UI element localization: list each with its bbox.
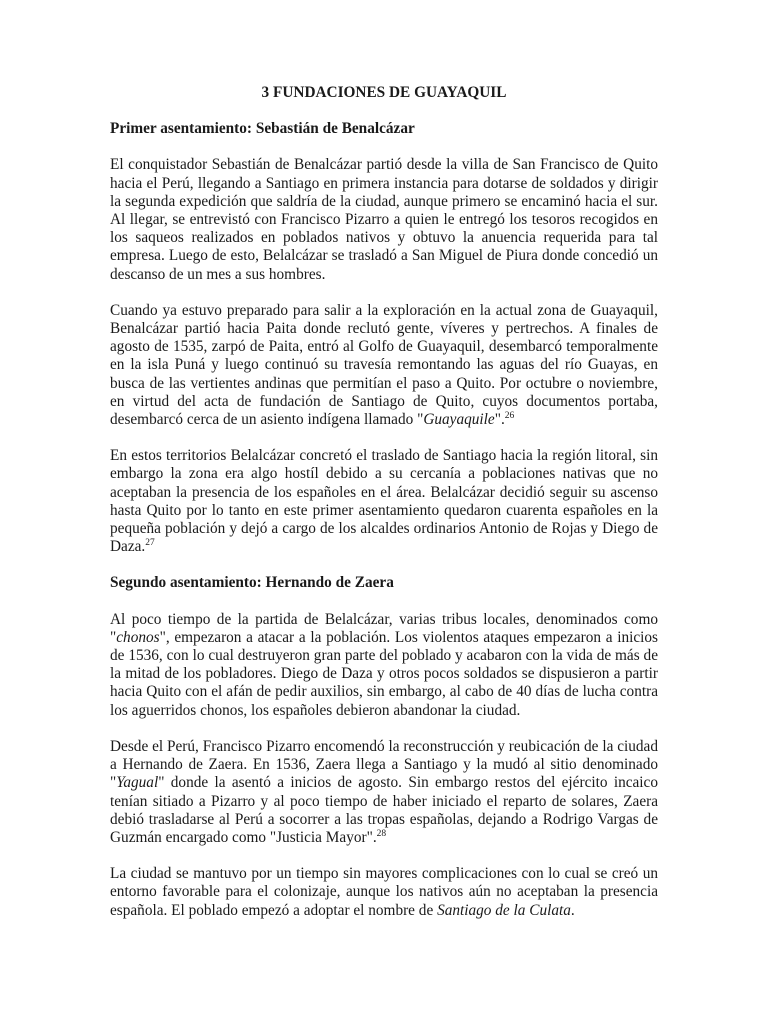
document-page	[110, 84, 658, 938]
paragraph-text-end: .	[570, 901, 575, 919]
italic-term-santiago-de-la-culata: Santiago de la Culata	[437, 901, 571, 919]
paragraph-text: En estos territorios Belalcázar concretó el traslado de Santiago hacia la región litoral, sin embargo la zona era algo hostíl debido a su cercanía a poblaciones nativas que no aceptaban la presencia de los españoles en el área. Belalcázar decidió seguir su ascenso hasta Quito por lo tanto en este primer asentamiento quedaron cuarenta españoles en la pequeña población y dejó a cargo de los alcaldes ordinarios Antonio de Rojas y Diego de Daza.	[110, 447, 658, 556]
section-heading-primer-asentamiento: Primer asentamiento: Sebastián de Benalcázar	[110, 120, 415, 138]
paragraph-text: Cuando ya estuvo preparado para salir a la exploración en la actual zona de Guayaquil, Benalcázar partió hacia Paita donde reclutó gente, víveres y pertrechos. A finales de agosto de 1535, zarpó de Paita, entró al Golfo de Guayaquil, desembarcó temporalmente en la isla Puná y luego continuó su travesía remontando las aguas del río Guayas, en busca de las vertientes andinas que permitían el paso a Quito. Por octubre o noviembre, en virtud del acta de fundación de Santiago de Quito, cuyos documentos portaba, desembarcó cerca de un asiento indígena llamado "	[110, 301, 658, 429]
paragraph-text-end: ", empezaron a atacar a la población. Los violentos ataques empezaron a inicios de 1536, con lo cual destruyeron gran parte del poblado y acabaron con la vida de más de la mitad de los pobladores. Diego de Daza y otros pocos soldados se dispusieron a partir hacia Quito con el afán de pedir auxilios, sin embargo, al cabo de 40 días de lucha contra los aguerridos chonos, los españoles debieron abandonar la ciudad.	[110, 628, 658, 719]
paragraph-traslado-santiago	[110, 447, 658, 556]
italic-term-guayaquile: Guayaquile	[423, 411, 495, 429]
italic-term-chonos: chonos	[116, 628, 160, 646]
paragraph-reconstruccion-zaera	[110, 738, 658, 847]
paragraph-text: La ciudad se mantuvo por un tiempo sin mayores complicaciones con lo cual se creó un entorno favorable para el colonizaje, aunque los nativos aún no aceptaban la presencia española. El poblado empezó a adoptar el nombre de	[110, 865, 658, 919]
paragraph-exploracion-guayaquil	[110, 302, 658, 429]
section-heading-segundo-asentamiento: Segundo asentamiento: Hernando de Zaera	[110, 574, 394, 592]
paragraph-text: Desde el Perú, Francisco Pizarro encomendó la reconstrucción y reubicación de la ciudad a Hernando de Zaera. En 1536, Zaera llega a Santiago y la mudó al sitio denominado "	[110, 737, 658, 792]
footnote-ref-27: 27	[145, 538, 155, 549]
paragraph-text-end: ".	[494, 411, 505, 429]
paragraph-santiago-culata	[110, 865, 658, 920]
paragraph-ataques-chonos	[110, 611, 658, 720]
footnote-ref-28: 28	[376, 828, 387, 839]
italic-term-yagual: Yagual	[116, 774, 159, 792]
footnote-ref-26: 26	[504, 411, 515, 422]
paragraph-benalcazar-peru	[110, 156, 658, 283]
page-title: 3 FUNDACIONES DE GUAYAQUIL	[261, 84, 507, 101]
paragraph-text-end: " donde la asentó a inicios de agosto. Sin embargo restos del ejército incaico tenían sitiado a Pizarro y al poco tiempo de haber iniciado el reparto de solares, Zaera debió trasladarse al Perú a socorrer a las tropas españolas, dejando a Rodrigo Vargas de Guzmán encargado como "Justicia Mayor".	[110, 774, 658, 846]
paragraph-text: El conquistador Sebastián de Benalcázar partió desde la villa de San Francisco de Quito hacia el Perú, llegando a Santiago en primera instancia para dotarse de soldados y dirigir la segunda expedición que saldría de la ciudad, aunque primero se encaminó hacia el sur. Al llegar, se entrevistó con Francisco Pizarro a quien le entregó los tesoros recogidos en los saqueos realizados en poblados nativos y obtuvo la anuencia requerida para tal empresa. Luego de esto, Belalcázar se trasladó a San Miguel de Piura donde concedió un descanso de un mes a sus hombres.	[110, 156, 658, 283]
paragraph-text: Al poco tiempo de la partida de Belalcázar, varias tribus locales, denominados como "	[110, 610, 658, 646]
